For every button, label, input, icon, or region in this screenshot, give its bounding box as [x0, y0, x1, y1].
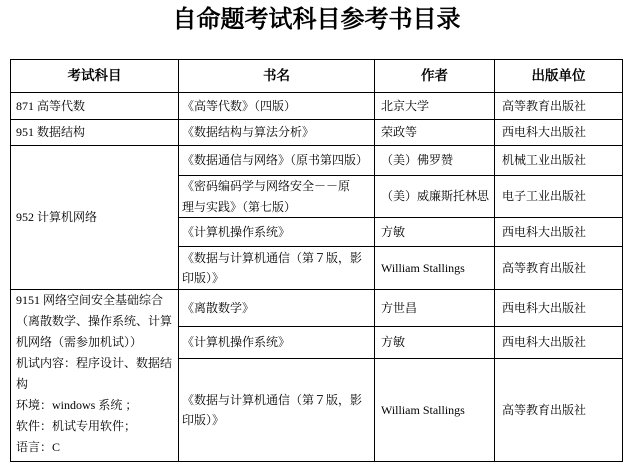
publisher-cell: 高等教育出版社	[495, 93, 623, 120]
book-title-cell: 《计算机操作系统》	[179, 218, 375, 247]
author-cell: 北京大学	[375, 93, 495, 120]
publisher-cell: 高等教育出版社	[495, 247, 623, 290]
author-cell: William Stallings	[375, 359, 495, 462]
subject-cell: 951 数据结构	[11, 120, 179, 146]
book-title-cell: 《数据与计算机通信（第７版，影 印版）》	[179, 359, 375, 462]
table-row	[11, 93, 623, 120]
book-title-cell: 《数据与计算机通信（第７版，影 印版）》	[179, 247, 375, 290]
subject-cell: 871 高等代数	[11, 93, 179, 120]
table-row	[11, 120, 623, 146]
subject-cell: 9151 网络空间安全基础综合 （离散数学、操作系统、计算 机网络（需参加机试）） 机试内容：程序设计、数据结 构 环境：windows 系统 ； 软件：机试专用软件； 语言：C	[11, 290, 179, 462]
book-title-cell: 《离散数学》	[179, 290, 375, 327]
table-row	[11, 290, 623, 327]
book-title-cell: 《密码编码学与网络安全－－原 理与实践》（第七版）	[179, 176, 375, 218]
subject-cell: 952 计算机网络	[11, 146, 179, 290]
publisher-cell: 西电科大出版社	[495, 218, 623, 247]
book-title-cell: 《数据结构与算法分析》	[179, 120, 375, 146]
header-cell-subject: 考试科目	[11, 60, 179, 93]
author-cell: （美）威廉斯托林思	[375, 176, 495, 218]
book-title-cell: 《数据通信与网络》（原书第四版）	[179, 146, 375, 176]
publisher-cell: 电子工业出版社	[495, 176, 623, 218]
author-cell: William Stallings	[375, 247, 495, 290]
book-title-cell: 《高等代数》（四版）	[179, 93, 375, 120]
publisher-cell: 西电科大出版社	[495, 327, 623, 359]
publisher-cell: 西电科大出版社	[495, 290, 623, 327]
publisher-cell: 高等教育出版社	[495, 359, 623, 462]
page-title: 自命题考试科目参考书目录	[172, 7, 461, 33]
table-row	[11, 146, 623, 176]
author-cell: 方敏	[375, 218, 495, 247]
header-cell-publisher: 出版单位	[495, 60, 623, 93]
publisher-cell: 机械工业出版社	[495, 146, 623, 176]
publisher-cell: 西电科大出版社	[495, 120, 623, 146]
author-cell: 方世昌	[375, 290, 495, 327]
author-cell: 方敏	[375, 327, 495, 359]
reference-book-table	[10, 59, 623, 462]
book-title-cell: 《计算机操作系统》	[179, 327, 375, 359]
author-cell: （美）佛罗赞	[375, 146, 495, 176]
author-cell: 荣政等	[375, 120, 495, 146]
header-cell-book-title: 书名	[179, 60, 375, 93]
header-cell-author: 作者	[375, 60, 495, 93]
header-row	[11, 60, 623, 93]
